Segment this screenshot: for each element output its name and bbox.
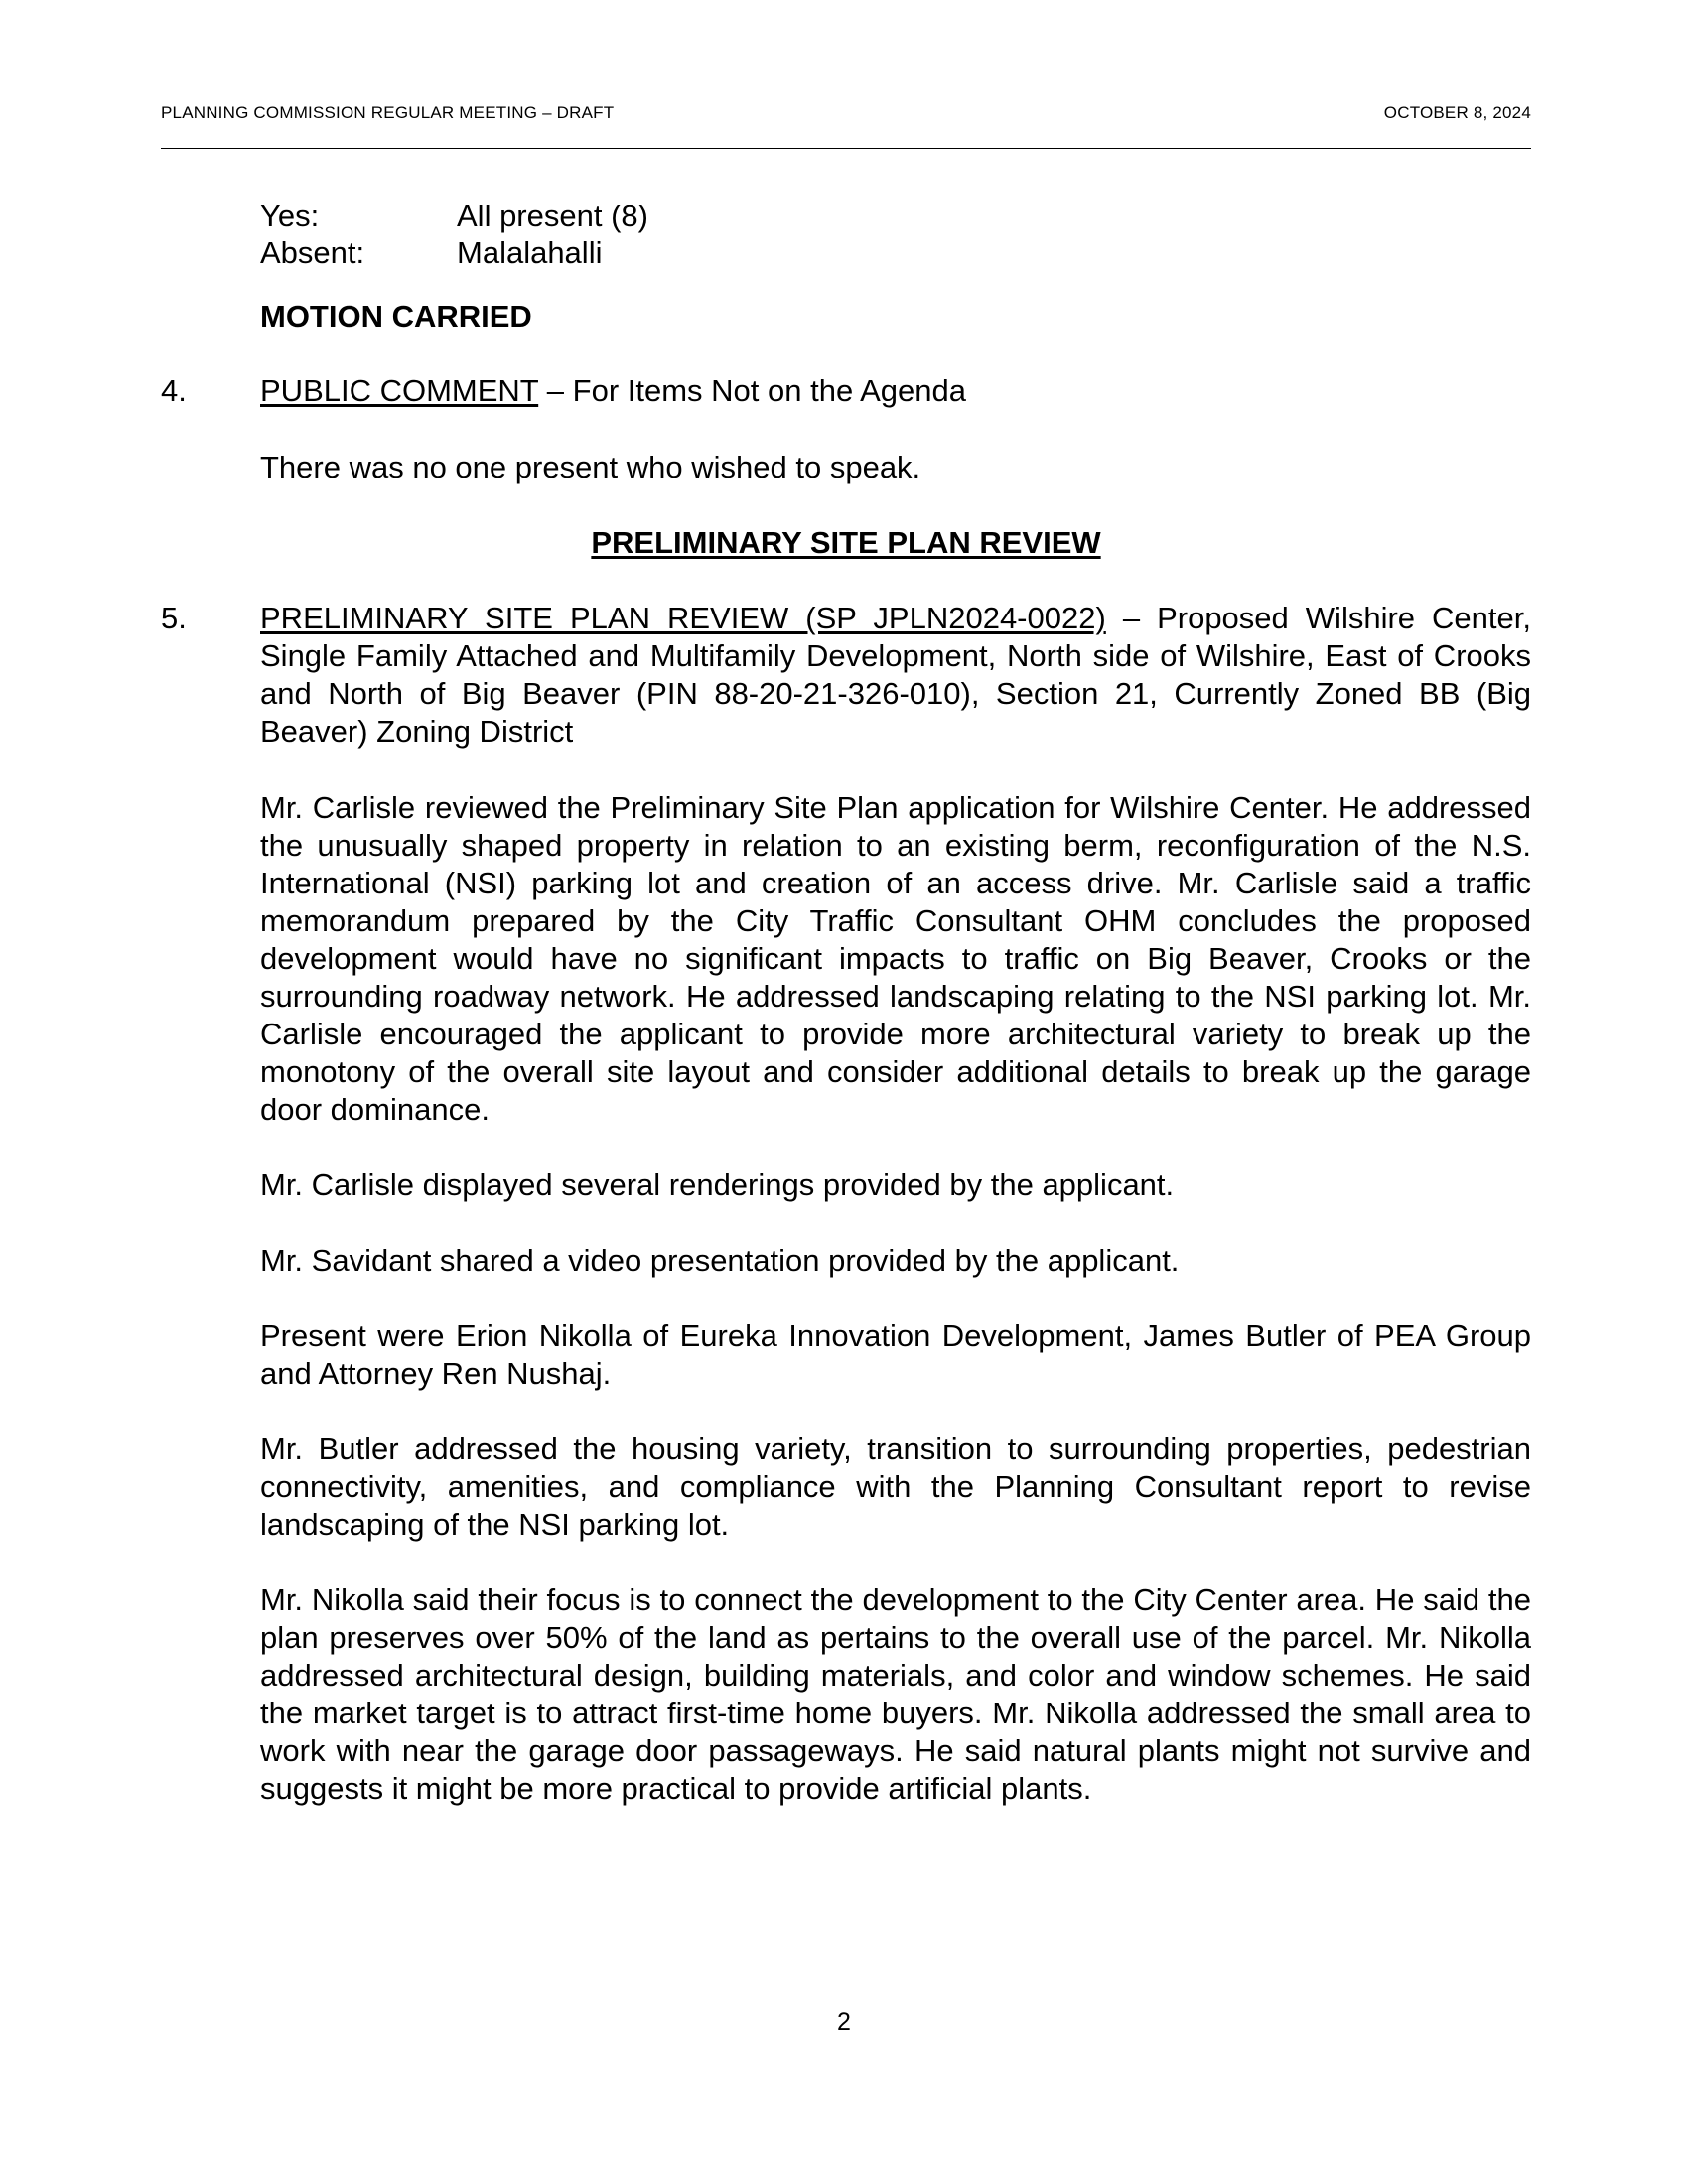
item-5-number: 5. xyxy=(161,601,187,635)
vote-yes-value: All present (8) xyxy=(457,199,648,233)
item-5-paragraph: Mr. Savidant shared a video presentation provided by the applicant. xyxy=(260,1243,1180,1278)
page-header xyxy=(161,103,1531,127)
item-4-title: PUBLIC COMMENT xyxy=(260,373,539,408)
item-4-number: 4. xyxy=(161,373,187,408)
vote-absent-label: Absent: xyxy=(260,235,365,270)
item-5-heading xyxy=(260,600,1531,751)
item-5-description: – Proposed Wilshire Center, Single Family Attached and Multifamily Development, North side of Wilshire, East of Crooks and North of Big Beaver (PIN 88-20-21-326-010), Section 21, Currently Zoned BB (Big Beaver) Zoning District xyxy=(260,601,1531,749)
page-number: 2 xyxy=(837,2008,851,2036)
motion-result: MOTION CARRIED xyxy=(260,299,532,334)
item-5-paragraph: Mr. Butler addressed the housing variety, transition to surrounding properties, pedestrian connectivity, amenities, and compliance with the Planning Consultant report to revise landscaping of the NSI parking lot. xyxy=(260,1432,1531,1542)
item-4-subtitle: – For Items Not on the Agenda xyxy=(538,373,966,408)
header-meeting-title: PLANNING COMMISSION REGULAR MEETING – DRAFT xyxy=(161,103,615,122)
item-4-heading xyxy=(260,372,1531,410)
header-date: OCTOBER 8, 2024 xyxy=(1383,103,1531,122)
header-divider xyxy=(161,148,1531,149)
section-heading: PRELIMINARY SITE PLAN REVIEW xyxy=(591,525,1101,560)
item-5-title: PRELIMINARY SITE PLAN REVIEW (SP JPLN2024-0022) xyxy=(260,601,1106,635)
item-5-paragraph: Mr. Carlisle displayed several renderings provided by the applicant. xyxy=(260,1167,1175,1202)
vote-yes-row xyxy=(260,198,955,235)
vote-yes-label: Yes: xyxy=(260,199,320,233)
vote-absent-value: Malalahalli xyxy=(457,235,603,270)
item-5-paragraph: Mr. Nikolla said their focus is to connect the development to the City Center area. He said the plan preserves over 50% of the land as pertains to the overall use of the parcel. Mr. Nikolla addressed architectural design, building materials, and color and window schemes. He said the market target is to attract first-time home buyers. Mr. Nikolla addressed the small area to work with near the garage door passageways. He said natural plants might not survive and suggests it might be more practical to provide artificial plants. xyxy=(260,1582,1531,1806)
item-4-text: There was no one present who wished to speak. xyxy=(260,450,921,484)
item-5-paragraph: Mr. Carlisle reviewed the Preliminary Site Plan application for Wilshire Center. He addressed the unusually shaped property in relation to an existing berm, reconfiguration of the N.S. International (NSI) parking lot and creation of an access drive. Mr. Carlisle said a traffic memorandum prepared by the City Traffic Consultant OHM concludes the proposed development would have no significant impacts to traffic on Big Beaver, Crooks or the surrounding roadway network. He addressed landscaping relating to the NSI parking lot. Mr. Carlisle encouraged the applicant to provide more architectural variety to break up the monotony of the overall site layout and consider additional details to break up the garage door dominance. xyxy=(260,790,1531,1127)
vote-absent-row xyxy=(260,234,955,272)
item-5-paragraph: Present were Erion Nikolla of Eureka Innovation Development, James Butler of PEA Group and Attorney Ren Nushaj. xyxy=(260,1318,1531,1391)
